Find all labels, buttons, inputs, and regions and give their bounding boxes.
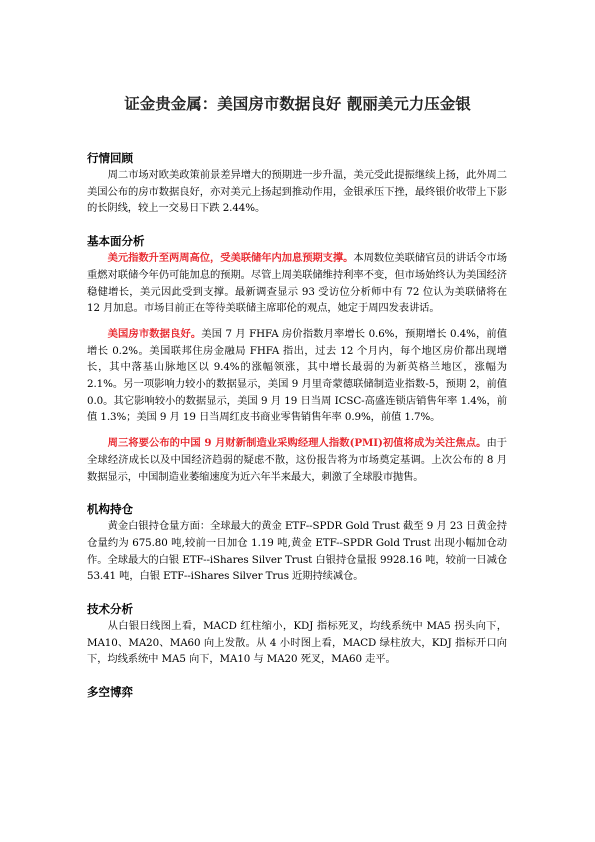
section-fundamentals bbox=[87, 233, 507, 485]
highlight-text: 美元指数升至两周高位，受美联储年内加息预期支撑。 bbox=[107, 252, 354, 265]
body-text: 由于全球经济成长以及中国经济趋弱的疑虑不散，这份报告将为市场奠定基调。上次公布的 8 月数据显示，中国制造业萎缩速度为近六年半来最大，刺激了全球股市抛售。 bbox=[87, 437, 507, 483]
document-body bbox=[87, 150, 507, 701]
paragraph bbox=[87, 326, 507, 426]
section-heading: 行情回顾 bbox=[87, 151, 133, 165]
section-heading: 基本面分析 bbox=[87, 234, 145, 249]
body-text: 美国 7 月 FHFA 房价指数月率增长 0.6%，预期增长 0.4%，前值增长 0.2%。美国联邦住房金融局 FHFA 指出，过去 12 个月内，每个地区房价都出现增长，其中落基山脉地区以 9.4%的涨幅领涨，其中增长最弱的为新英格兰地区，涨幅为 2.1%。另一项影响力较小的数据显示，美国 9 月里奇蒙德联储制造业指数-5，预期 2，前值 0.0。其它影响较小的数据显示，美国 9 月 19 日当周 ICSC-高盛连锁店销售年率 1.4%，前值 1.3%；美国 9 月 19 日当周红皮书商业零售销售年率 0.9%，前值 1.7%。 bbox=[87, 327, 507, 424]
section-holdings bbox=[87, 501, 507, 585]
paragraph: 从白银日线图上看，MACD 红柱缩小，KDJ 指标死叉，均线系统中 MA5 拐头向下，MA10、MA20、MA60 向上发散。从 4 小时图上看，MACD 绿柱放大，KDJ 指标开口向下，均线系统中 MA5 向下，MA10 与 MA20 死叉，MA60 走平。 bbox=[87, 620, 507, 666]
section-technical bbox=[87, 601, 507, 668]
paragraph bbox=[87, 435, 507, 485]
paragraph bbox=[87, 250, 507, 317]
section-market-review bbox=[87, 150, 507, 217]
section-heading: 机构持仓 bbox=[87, 502, 133, 517]
paragraph: 黄金白银持仓量方面：全球最大的黄金 ETF--SPDR Gold Trust 截至 9 月 23 日黄金持仓量约为 675.80 吨,较前一日加仓 1.19 吨,黄金 ETF--SPDR Gold Trust 出现小幅加仓动作。全球最大的白银 ETF--iShares Silver Trust 白银持仓量报 9928.16 吨，较前一日减仓 53.41 吨，白银 ETF--iShares Silver Trus 近期持续减仓。 bbox=[87, 520, 507, 583]
highlight-text: 美国房市数据良好。 bbox=[107, 327, 202, 340]
body-text: 本周数位美联储官员的讲话令市场重燃对联储今年仍可能加息的预期。尽管上周美联储维持利率不变，但市场始终认为美国经济稳健增长，美元因此受到支撑。最新调查显示 93 受访位分析师中有 72 位认为美联储将在 12 月加息。市场目前正在等待美联储主席耶伦的观点，她定于周四发表讲话。 bbox=[87, 252, 507, 315]
section-heading: 技术分析 bbox=[87, 602, 133, 617]
section-bullbear bbox=[87, 684, 507, 700]
section-heading: 多空博弈 bbox=[87, 685, 133, 700]
document-title: 证金贵金属：美国房市数据良好 靓丽美元力压金银 bbox=[124, 95, 471, 113]
paragraph: 周二市场对欧美政策前景差异增大的预期进一步升温，美元受此提振继续上扬，此外周二美国公布的房市数据良好，亦对美元上扬起到推动作用，金银承压下挫，最终银价收带上下影的长阴线，较上一交易日下跌 2.44%。 bbox=[87, 169, 507, 215]
highlight-text: 周三将要公布的中国 9 月财新制造业采购经理人指数(PMI)初值将成为关注焦点。 bbox=[107, 437, 487, 450]
